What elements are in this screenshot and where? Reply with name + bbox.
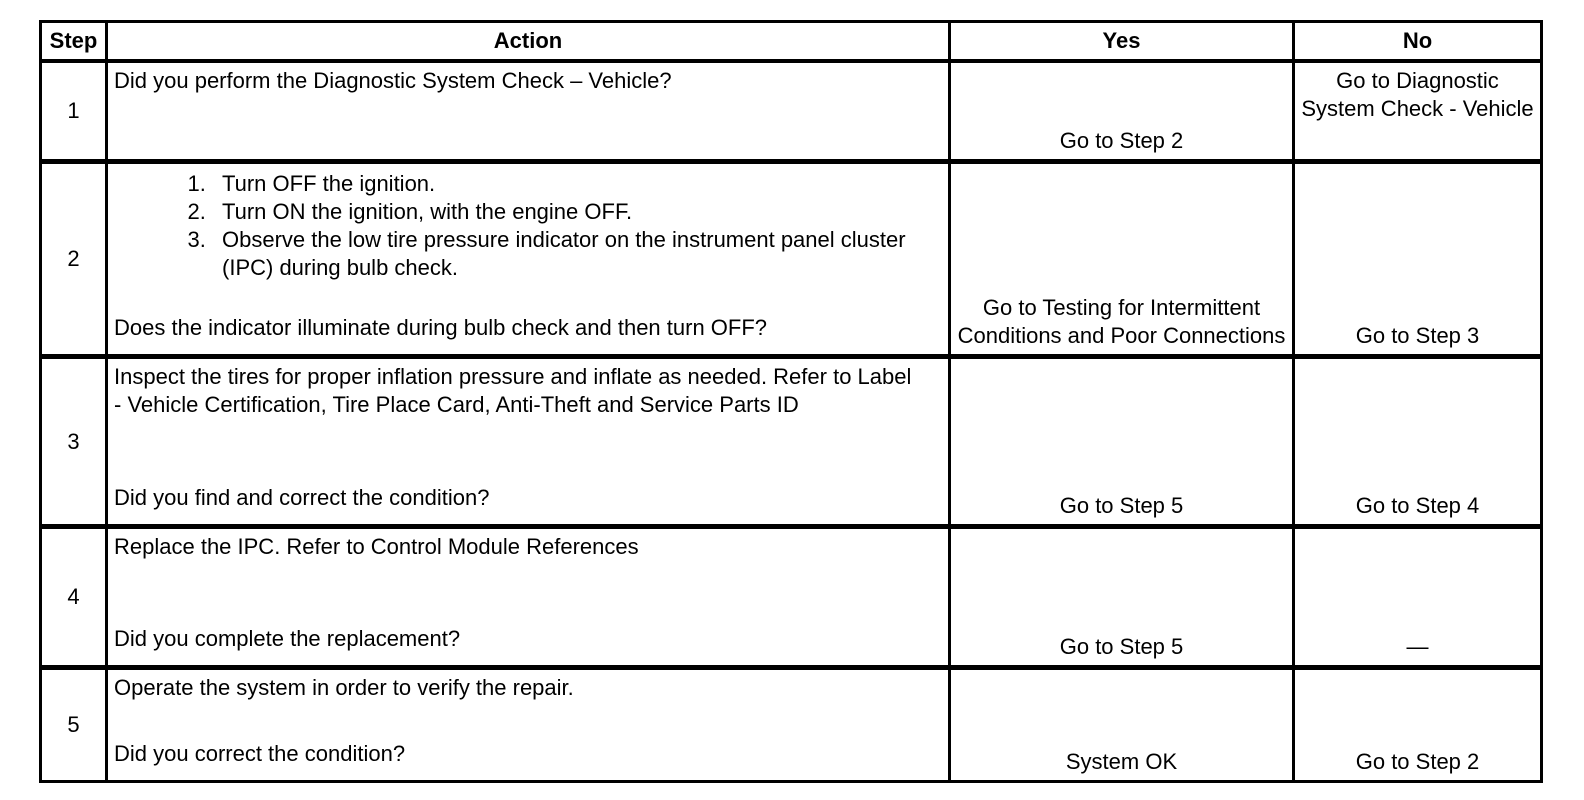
no-result: Go to Step 3: [1294, 162, 1542, 357]
action-question: Did you complete the replacement?: [114, 626, 461, 651]
action-cell: [107, 527, 950, 668]
table-row: [41, 668, 1542, 782]
action-question: Does the indicator illuminate during bulb check and then turn OFF?: [114, 315, 768, 340]
action-cell: [107, 357, 950, 527]
header-no: No: [1294, 22, 1542, 62]
yes-result: Go to Step 5: [950, 357, 1294, 527]
header-row: [41, 22, 1542, 62]
action-text: Did you perform the Diagnostic System Check – Vehicle?: [114, 68, 672, 93]
action-question: Did you correct the condition?: [114, 741, 406, 766]
table-row: [41, 527, 1542, 668]
action-list-item: 1. Turn OFF the ignition.: [212, 170, 942, 198]
table-row: [41, 61, 1542, 162]
action-list-item: 3. Observe the low tire pressure indicator on the instrument panel cluster (IPC) during bulb check.: [212, 226, 942, 282]
yes-result: System OK: [950, 668, 1294, 782]
step-number: 4: [41, 527, 107, 668]
table-row: [41, 357, 1542, 527]
action-cell: [107, 162, 950, 357]
action-question: Did you find and correct the condition?: [114, 485, 490, 510]
action-text: Replace the IPC. Refer to Control Module References: [114, 534, 639, 559]
yes-result: Go to Step 5: [950, 527, 1294, 668]
action-cell: [107, 61, 950, 162]
step-number: 5: [41, 668, 107, 782]
step-number: 1: [41, 61, 107, 162]
action-text: Inspect the tires for proper inflation pressure and inflate as needed. Refer to Label - Vehicle Certification, Tire Place Card, Anti-Theft and Service Parts ID: [114, 364, 912, 417]
yes-result: Go to Testing for Intermittent Conditions and Poor Connections: [950, 162, 1294, 357]
step-number: 2: [41, 162, 107, 357]
no-result: Go to Diagnostic System Check - Vehicle: [1294, 61, 1542, 162]
action-list: [114, 170, 942, 282]
action-text: Operate the system in order to verify the repair.: [114, 675, 574, 700]
step-number: 3: [41, 357, 107, 527]
yes-result: Go to Step 2: [950, 61, 1294, 162]
header-action: Action: [107, 22, 950, 62]
header-step: Step: [41, 22, 107, 62]
no-result: Go to Step 2: [1294, 668, 1542, 782]
diagnostic-table: [39, 20, 1543, 783]
action-cell: [107, 668, 950, 782]
no-result: —: [1294, 527, 1542, 668]
table-row: [41, 162, 1542, 357]
header-yes: Yes: [950, 22, 1294, 62]
no-result: Go to Step 4: [1294, 357, 1542, 527]
action-list-item: 2. Turn ON the ignition, with the engine OFF.: [212, 198, 942, 226]
